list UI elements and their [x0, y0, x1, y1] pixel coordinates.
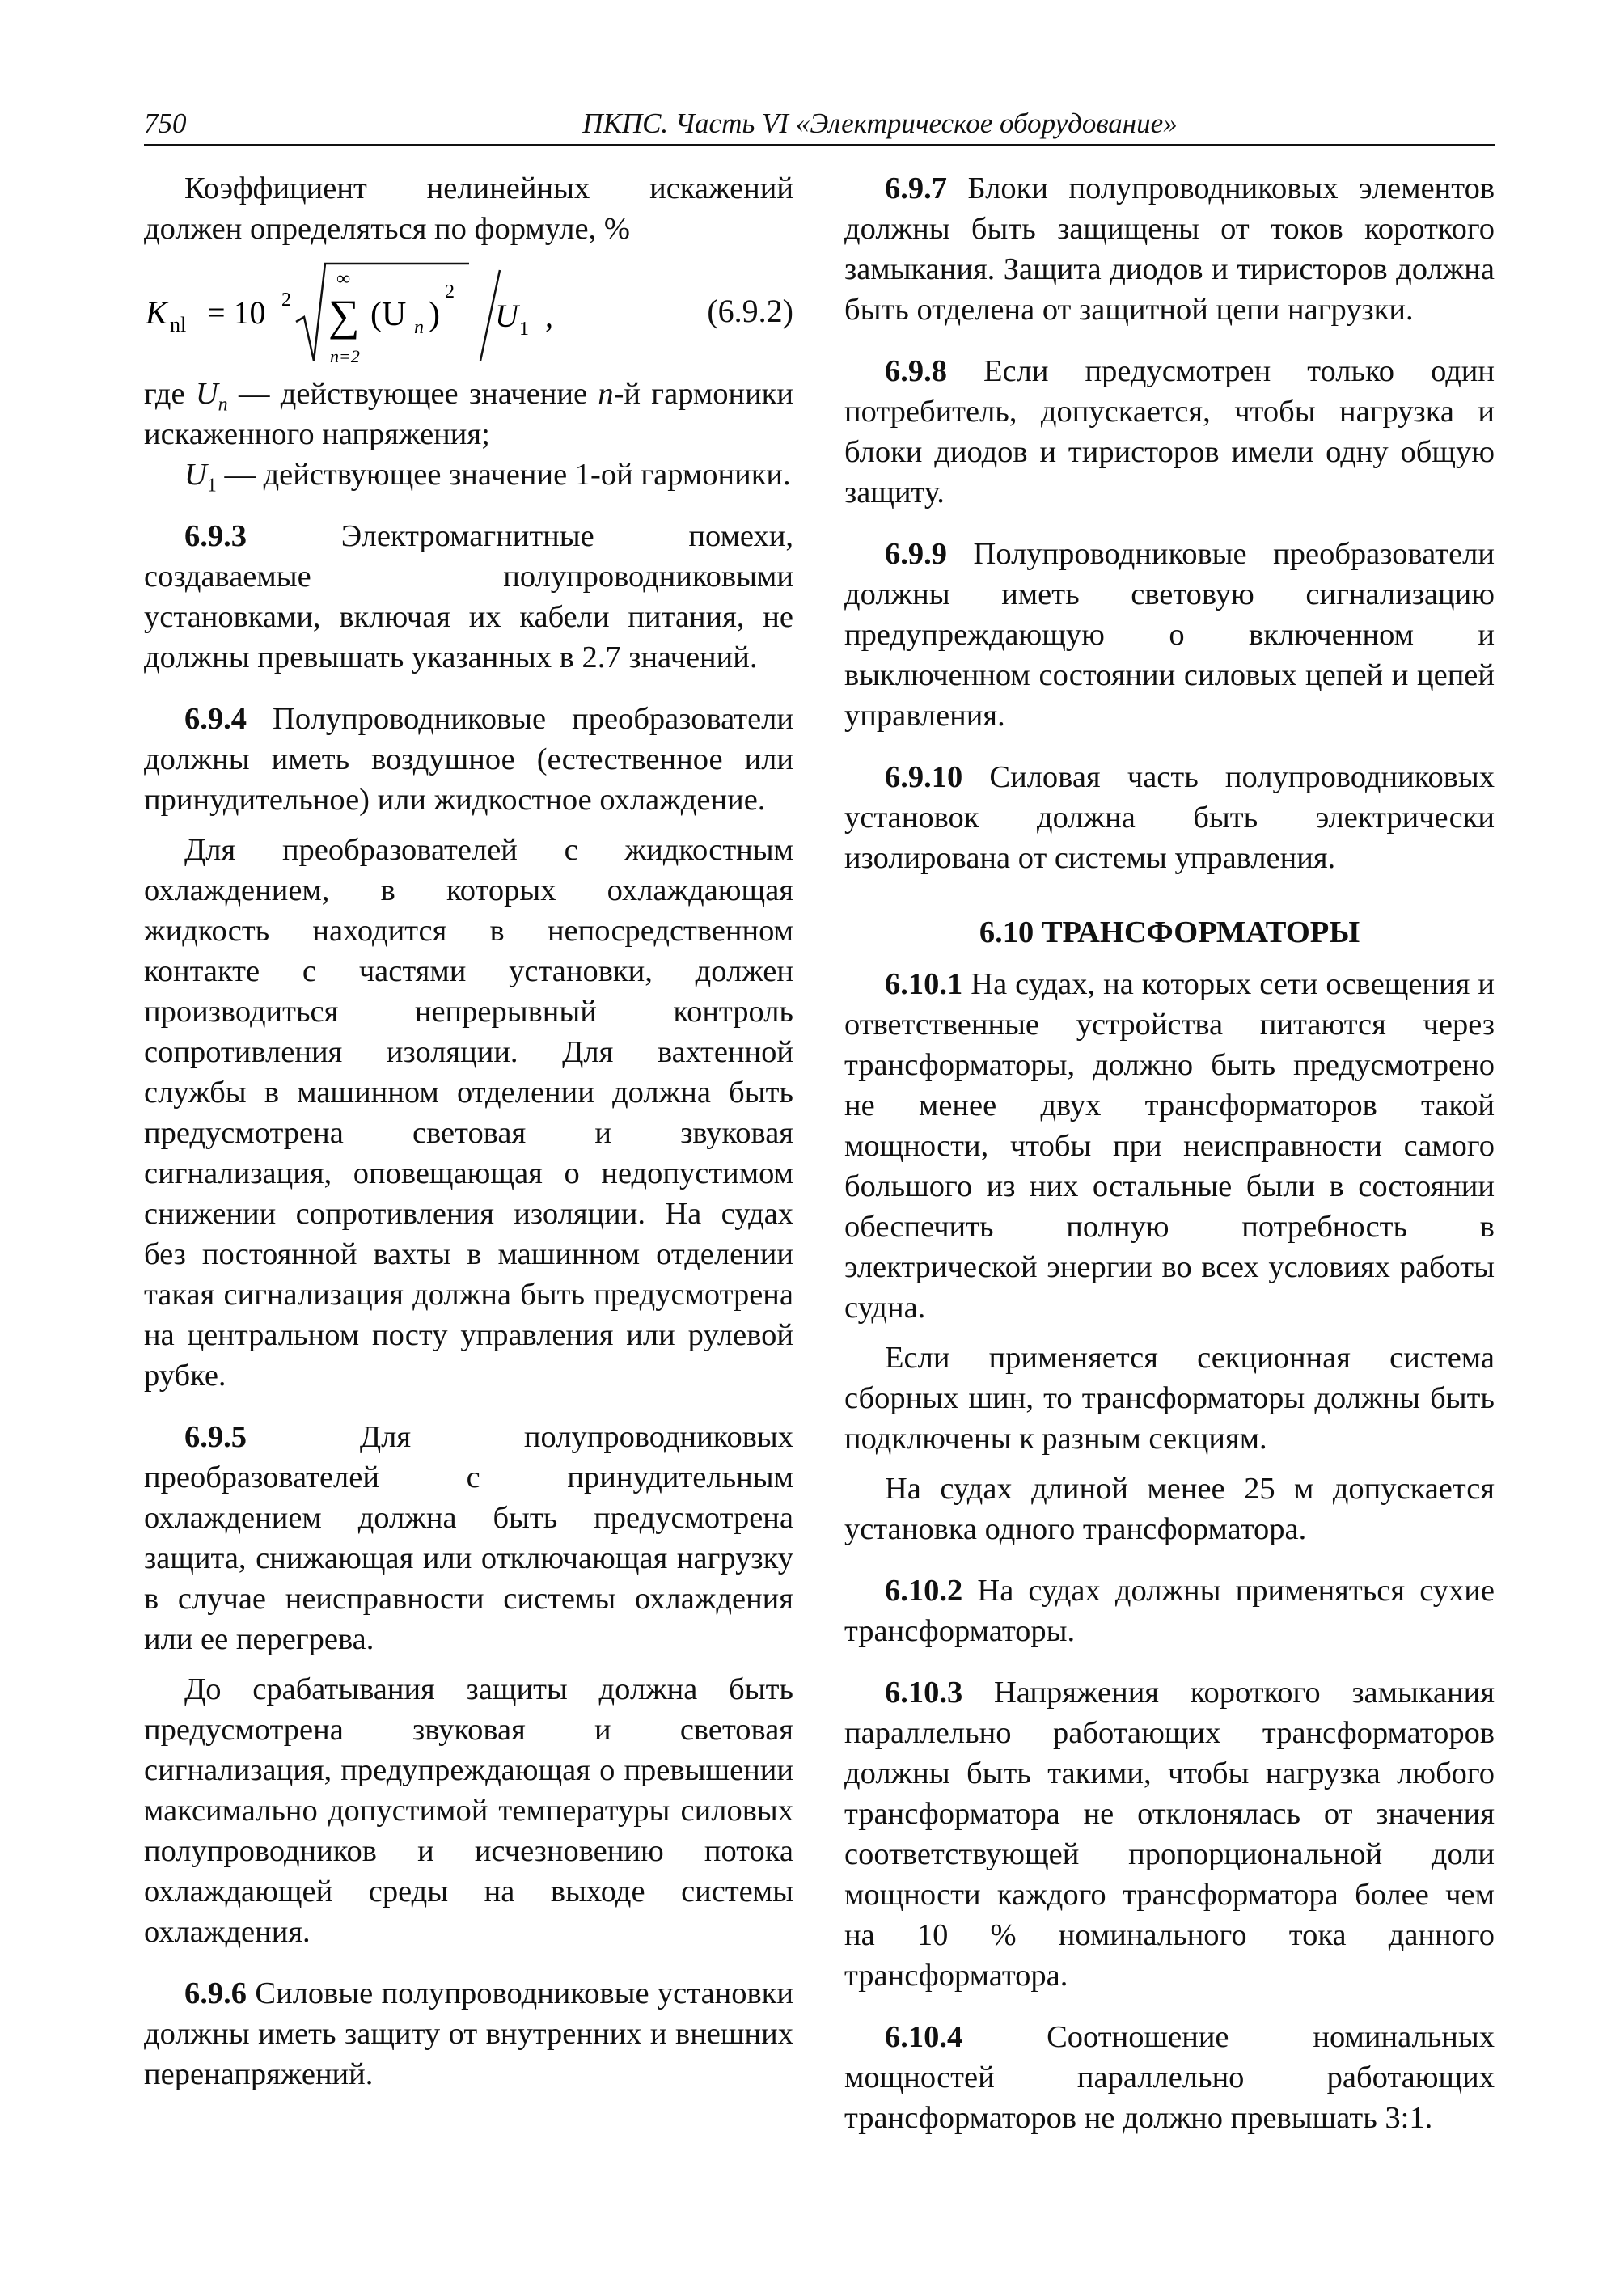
clause-6-10-1-cont-a: Если применяется секционная система сборных шин, то трансформаторы должны быть подключены к разным секциям. [844, 1341, 1495, 1456]
clause-text: На судах, на которых сети освещения и ответственные устройства питаются через трансформаторы, должно быть предусмотрено не менее двух трансформаторов такой мощности, чтобы при неисправности самого большого из них остальные были в состоянии обеспечить полную потребность в электрической энергии во всех условиях работы судна. [844, 967, 1495, 1325]
clause-number: 6.10.2 [885, 1574, 963, 1608]
clause-6-10-3 [844, 1672, 1495, 1996]
where-line-2 [144, 454, 793, 495]
formula-pow: 2 [281, 290, 291, 311]
var-u1-sub: 1 [206, 475, 217, 497]
clause-number: 6.10.3 [885, 1676, 963, 1710]
formula-intro: Коэффициент нелинейных искажений должен определяться по формуле, % [144, 171, 793, 246]
divisor-u: U [495, 298, 518, 334]
formula-k-sub: nl [170, 313, 187, 336]
clause-number: 6.10.1 [885, 967, 963, 1001]
clause-text: На судах должны применяться сухие трансформаторы. [844, 1574, 1495, 1648]
sum-lower-limit: n=2 [330, 346, 360, 366]
running-header [144, 104, 1495, 146]
var-u: U [195, 377, 218, 411]
clause-text: Если предусмотрен только один потребитель, допускается, чтобы нагрузка и блоки диодов и тиристоров имели одну общую защиту. [844, 354, 1495, 509]
clause-6-10-1 [844, 964, 1495, 1328]
where-line-1 [144, 374, 793, 454]
clause-number: 6.9.6 [184, 1976, 247, 2010]
section-heading: 6.10 ТРАНСФОРМАТОРЫ [979, 915, 1360, 949]
running-title: ПКПС. Часть VI «Электрическое оборудование» [582, 108, 1178, 139]
clause-number: 6.10.4 [885, 2020, 963, 2054]
clause-text: Напряжения короткого замыкания параллельно работающих трансформаторов должны быть такими, чтобы нагрузка любого трансформатора не отклонялась от значения соответствующей пропорциональной доли мощности каждого трансформатора более чем на 10 % номинального тока данного трансформатора. [844, 1676, 1495, 1993]
clause-6-9-6 [144, 1973, 793, 2094]
clause-6-9-8 [844, 351, 1495, 513]
clause-6-9-5-cont: До срабатывания защиты должна быть предусмотрена звуковая и световая сигнализация, предупреждающая о превышении максимально допустимой температуры силовых полупроводников и исчезновению потока охлаждающей среды на выходе системы охлаждения. [144, 1672, 793, 1949]
clause-number: 6.9.10 [885, 760, 963, 794]
formula-number: (6.9.2) [707, 293, 793, 329]
clause-text: Соотношение номинальных мощностей параллельно работающих трансформаторов не должно превышать 3:1. [844, 2020, 1495, 2135]
clause-6-10-4 [844, 2017, 1495, 2138]
formula-6-9-2 [144, 252, 793, 374]
formula-k: K [146, 294, 167, 331]
clause-text: Блоки полупроводниковых элементов должны быть защищены от токов короткого замыкания. Защита диодов и тиристоров должна быть отделена от защитной цепи нагрузки. [844, 171, 1495, 327]
term-close: ) [429, 296, 440, 333]
clause-text: Силовые полупроводниковые установки должны иметь защиту от внутренних и внешних перенапряжений. [144, 1976, 793, 2091]
clause-6-10-1-cont-b: На судах длиной менее 25 м допускается установка одного трансформатора. [844, 1472, 1495, 1546]
page-number: 750 [144, 108, 187, 139]
where-text-1: — действующее значение [227, 377, 598, 411]
formula-graphic [144, 252, 710, 374]
clause-6-9-3 [144, 516, 793, 678]
clause-6-9-9 [844, 534, 1495, 736]
clause-number: 6.9.4 [184, 702, 247, 736]
var-u1: U [184, 458, 207, 492]
var-u-sub: n [218, 394, 228, 416]
clause-text: Полупроводниковые преобразователи должны иметь световую сигнализацию предупреждающую о включенном и выключенном состоянии силовых цепей и цепей управления. [844, 537, 1495, 733]
clause-6-9-7 [844, 168, 1495, 330]
clause-6-10-2 [844, 1570, 1495, 1651]
formula-comma: , [545, 298, 553, 334]
term-sub: n [414, 317, 424, 338]
formula-eq: = 10 [207, 294, 266, 331]
where-text-2: -й гармоники искаженного напряжения; [144, 377, 793, 451]
sum-upper-limit: ∞ [336, 268, 351, 290]
sum-sign: ∑ [328, 291, 360, 340]
clause-number: 6.9.3 [184, 519, 247, 553]
clause-text: Для полупроводниковых преобразователей с принудительным охлаждением должна быть предусмотрена защита, снижающая или отключающая нагрузку в случае неисправности системы охлаждения или ее перегрева. [144, 1420, 793, 1656]
clause-text: Силовая часть полупроводниковых установок должна быть электрически изолирована от системы управления. [844, 760, 1495, 875]
divisor-sub: 1 [519, 319, 529, 340]
clause-number: 6.9.9 [885, 537, 947, 571]
var-n: n [598, 377, 614, 411]
clause-6-9-10 [844, 757, 1495, 878]
clause-text: Полупроводниковые преобразователи должны иметь воздушное (естественное или принудительное) или жидкостное охлаждение. [144, 702, 793, 817]
clause-text: Электромагнитные помехи, создаваемые полупроводниковыми установками, включая их кабели питания, не должны превышать указанных в 2.7 значений. [144, 519, 793, 674]
clause-number: 6.9.7 [885, 171, 947, 205]
clause-number: 6.9.8 [885, 354, 947, 388]
term-open: (U [370, 296, 407, 333]
clause-6-9-4-cont: Для преобразователей с жидкостным охлаждением, в которых охлаждающая жидкость находится в непосредственном контакте с частями установки, должен производиться непрерывный контроль сопротивления изоляции. Для вахтенной службы в машинном отделении должна быть предусмотрена световая и звуковая сигнализация, оповещающая о недопустимом снижении сопротивления изоляции. На судах без постоянной вахты в машинном отделении такая сигнализация должна быть предусмотрена на центральном посту управления или рулевой рубке. [144, 833, 793, 1393]
clause-6-9-4 [144, 699, 793, 820]
term-pow: 2 [445, 281, 455, 302]
left-column [144, 168, 793, 2094]
clause-6-9-5 [144, 1417, 793, 1659]
right-column [844, 168, 1495, 2138]
where-prefix: где [144, 377, 196, 411]
where-text-3: — действующее значение 1-ой гармоники. [216, 458, 791, 492]
clause-number: 6.9.5 [184, 1420, 247, 1454]
